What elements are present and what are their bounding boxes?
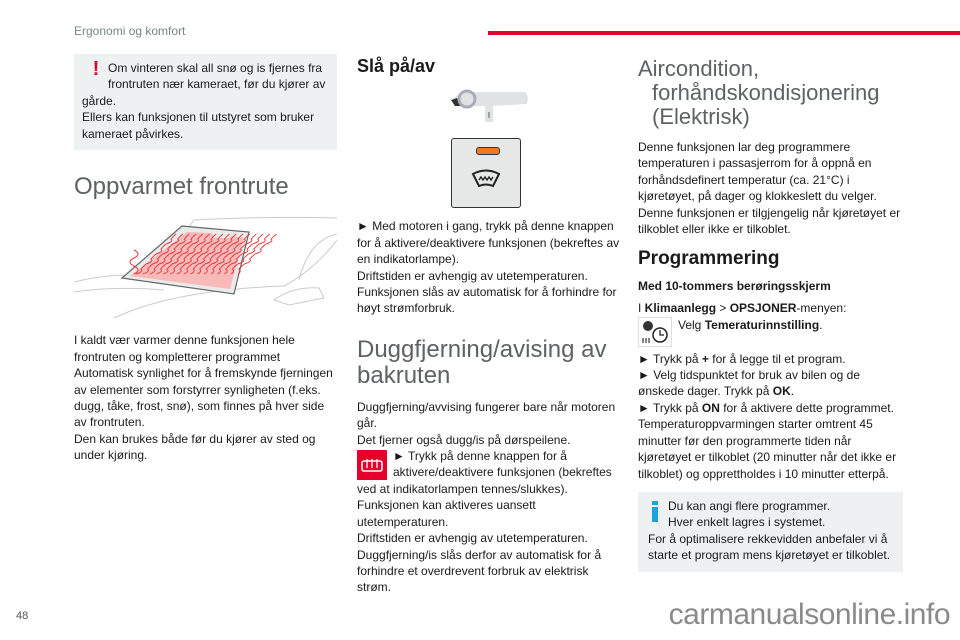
indicator-lamp: [476, 147, 500, 155]
step: ► Trykk på + for å legge til et program.: [638, 351, 846, 366]
paragraph: Temperaturoppvarmingen starter omtrent 45 minutter før den programmerte tiden når kjøretøyet er tilkoblet (20 minutter når det ikke er tilkoblet) og opprettholdes i 10 minutter etterpå.: [638, 417, 897, 481]
menu-options: OPSJONER: [729, 301, 797, 316]
step: ► Velg tidspunktet for bruk av bilen og de ønskede dager. Trykk på OK.: [638, 368, 861, 399]
fan-clock-icon: [638, 317, 672, 347]
paragraph: Denne funksjonen er tilgjengelig når kjøretøyet er tilkoblet eller ikke er tilkoblet.: [638, 205, 901, 237]
paragraph: Funksjonen kan aktiveres uansett utetemperaturen.: [357, 498, 536, 529]
heading-rear-defrost: Duggfjerning/avising av bakruten: [357, 335, 607, 389]
paragraph: I kaldt vær varmer denne funksjonen hele frontruten og kompletterer programmet Automatisk synlighet for å fremskynde fjerningen av elementer som forstyrrer synligheten (f.eks. dugg, tåke, frost, snø), som finnes på hver side av frontruten.: [74, 333, 333, 430]
windscreen-heating-button[interactable]: [451, 138, 521, 208]
watermark: carmanualsonline.info: [668, 598, 950, 631]
paragraph: Denne funksjonen lar deg programmere temperaturen i passasjerrom for å oppnå en forhåndsdefinert temperatur (ca. 21°C) i kjøretøyet, på dager og klokkeslett du velger.: [638, 140, 877, 204]
exclamation-icon: !: [92, 58, 100, 80]
dashboard-location-icon: [449, 88, 529, 128]
heading-on-off: Slå på/av: [357, 56, 436, 76]
heated-windscreen-illustration: [74, 210, 337, 320]
paragraph: ► Trykk på denne knappen for å aktivere/deaktivere funksjonen (bekreftes ved at indikatorlampen tennes/slukkes).: [357, 449, 612, 496]
paragraph: Driftstiden er avhengig av utetemperaturen.: [357, 268, 588, 283]
paragraph: ► Med motoren i gang, trykk på denne knappen for å aktivere/deaktivere funksjonen (bekreftes av en indikatorlampe).: [357, 219, 620, 267]
paragraph: Den kan brukes både før du kjører av sted og under kjøring.: [74, 431, 316, 463]
info-text: Hver enkelt lagres i systemet.: [668, 515, 826, 530]
info-text: Du kan angi flere programmer.: [668, 498, 831, 513]
paragraph: Funksjonen slås av automatisk for å forhindre for høyt strømforbruk.: [357, 285, 617, 316]
step: ► Trykk på ON for å aktivere dette programmet.: [638, 400, 894, 415]
rear-defrost-button[interactable]: [357, 450, 387, 480]
paragraph: Duggfjerning/avvising fungerer bare når motoren går.: [357, 399, 616, 431]
subheading-touchscreen: Med 10-tommers berøringsskjerm: [638, 278, 831, 293]
heading-programming: Programmering: [638, 248, 780, 270]
paragraph: Driftstiden er avhengig av utetemperaturen.: [357, 531, 588, 546]
info-box: [638, 492, 903, 572]
menu-climate: Klimaanlegg: [644, 301, 717, 316]
paragraph: Det fjerner også dugg/is på dørspeilene.: [357, 432, 571, 447]
heading-preconditioning: Aircondition, forhåndskondisjonering (Elektrisk): [638, 56, 880, 129]
info-icon: [652, 501, 658, 522]
menu-path: I Klimaanlegg > OPSJONER-menyen:: [638, 301, 847, 316]
header-accent-bar: [488, 31, 960, 35]
warning-text: Om vinteren skal all snø og is fjernes fra frontruten nær kameraet, før du kjører av gårde.: [82, 61, 326, 108]
warning-box: [74, 54, 337, 150]
select-instruction: Velg Temeraturinnstilling.: [678, 317, 823, 332]
temperature-setting: Temeraturinnstilling: [704, 317, 820, 332]
section-header: Ergonomi og komfort: [74, 24, 186, 38]
warning-text-2: Ellers kan funksjonen til utstyret som bruker kameraet påvirkes.: [82, 110, 315, 141]
info-text: For å optimalisere rekkevidden anbefaler vi å starte et program mens kjøretøyet er tilkoblet.: [648, 531, 891, 563]
front-defrost-icon: [471, 169, 501, 189]
rear-defrost-icon: [361, 458, 383, 472]
paragraph: Duggfjerning/is slås derfor av automatisk for å forhindre et overdrevent forbruk av elektrisk strøm.: [357, 547, 602, 595]
page-number: 48: [16, 610, 29, 622]
heading-heated-windscreen: Oppvarmet frontrute: [74, 173, 289, 201]
